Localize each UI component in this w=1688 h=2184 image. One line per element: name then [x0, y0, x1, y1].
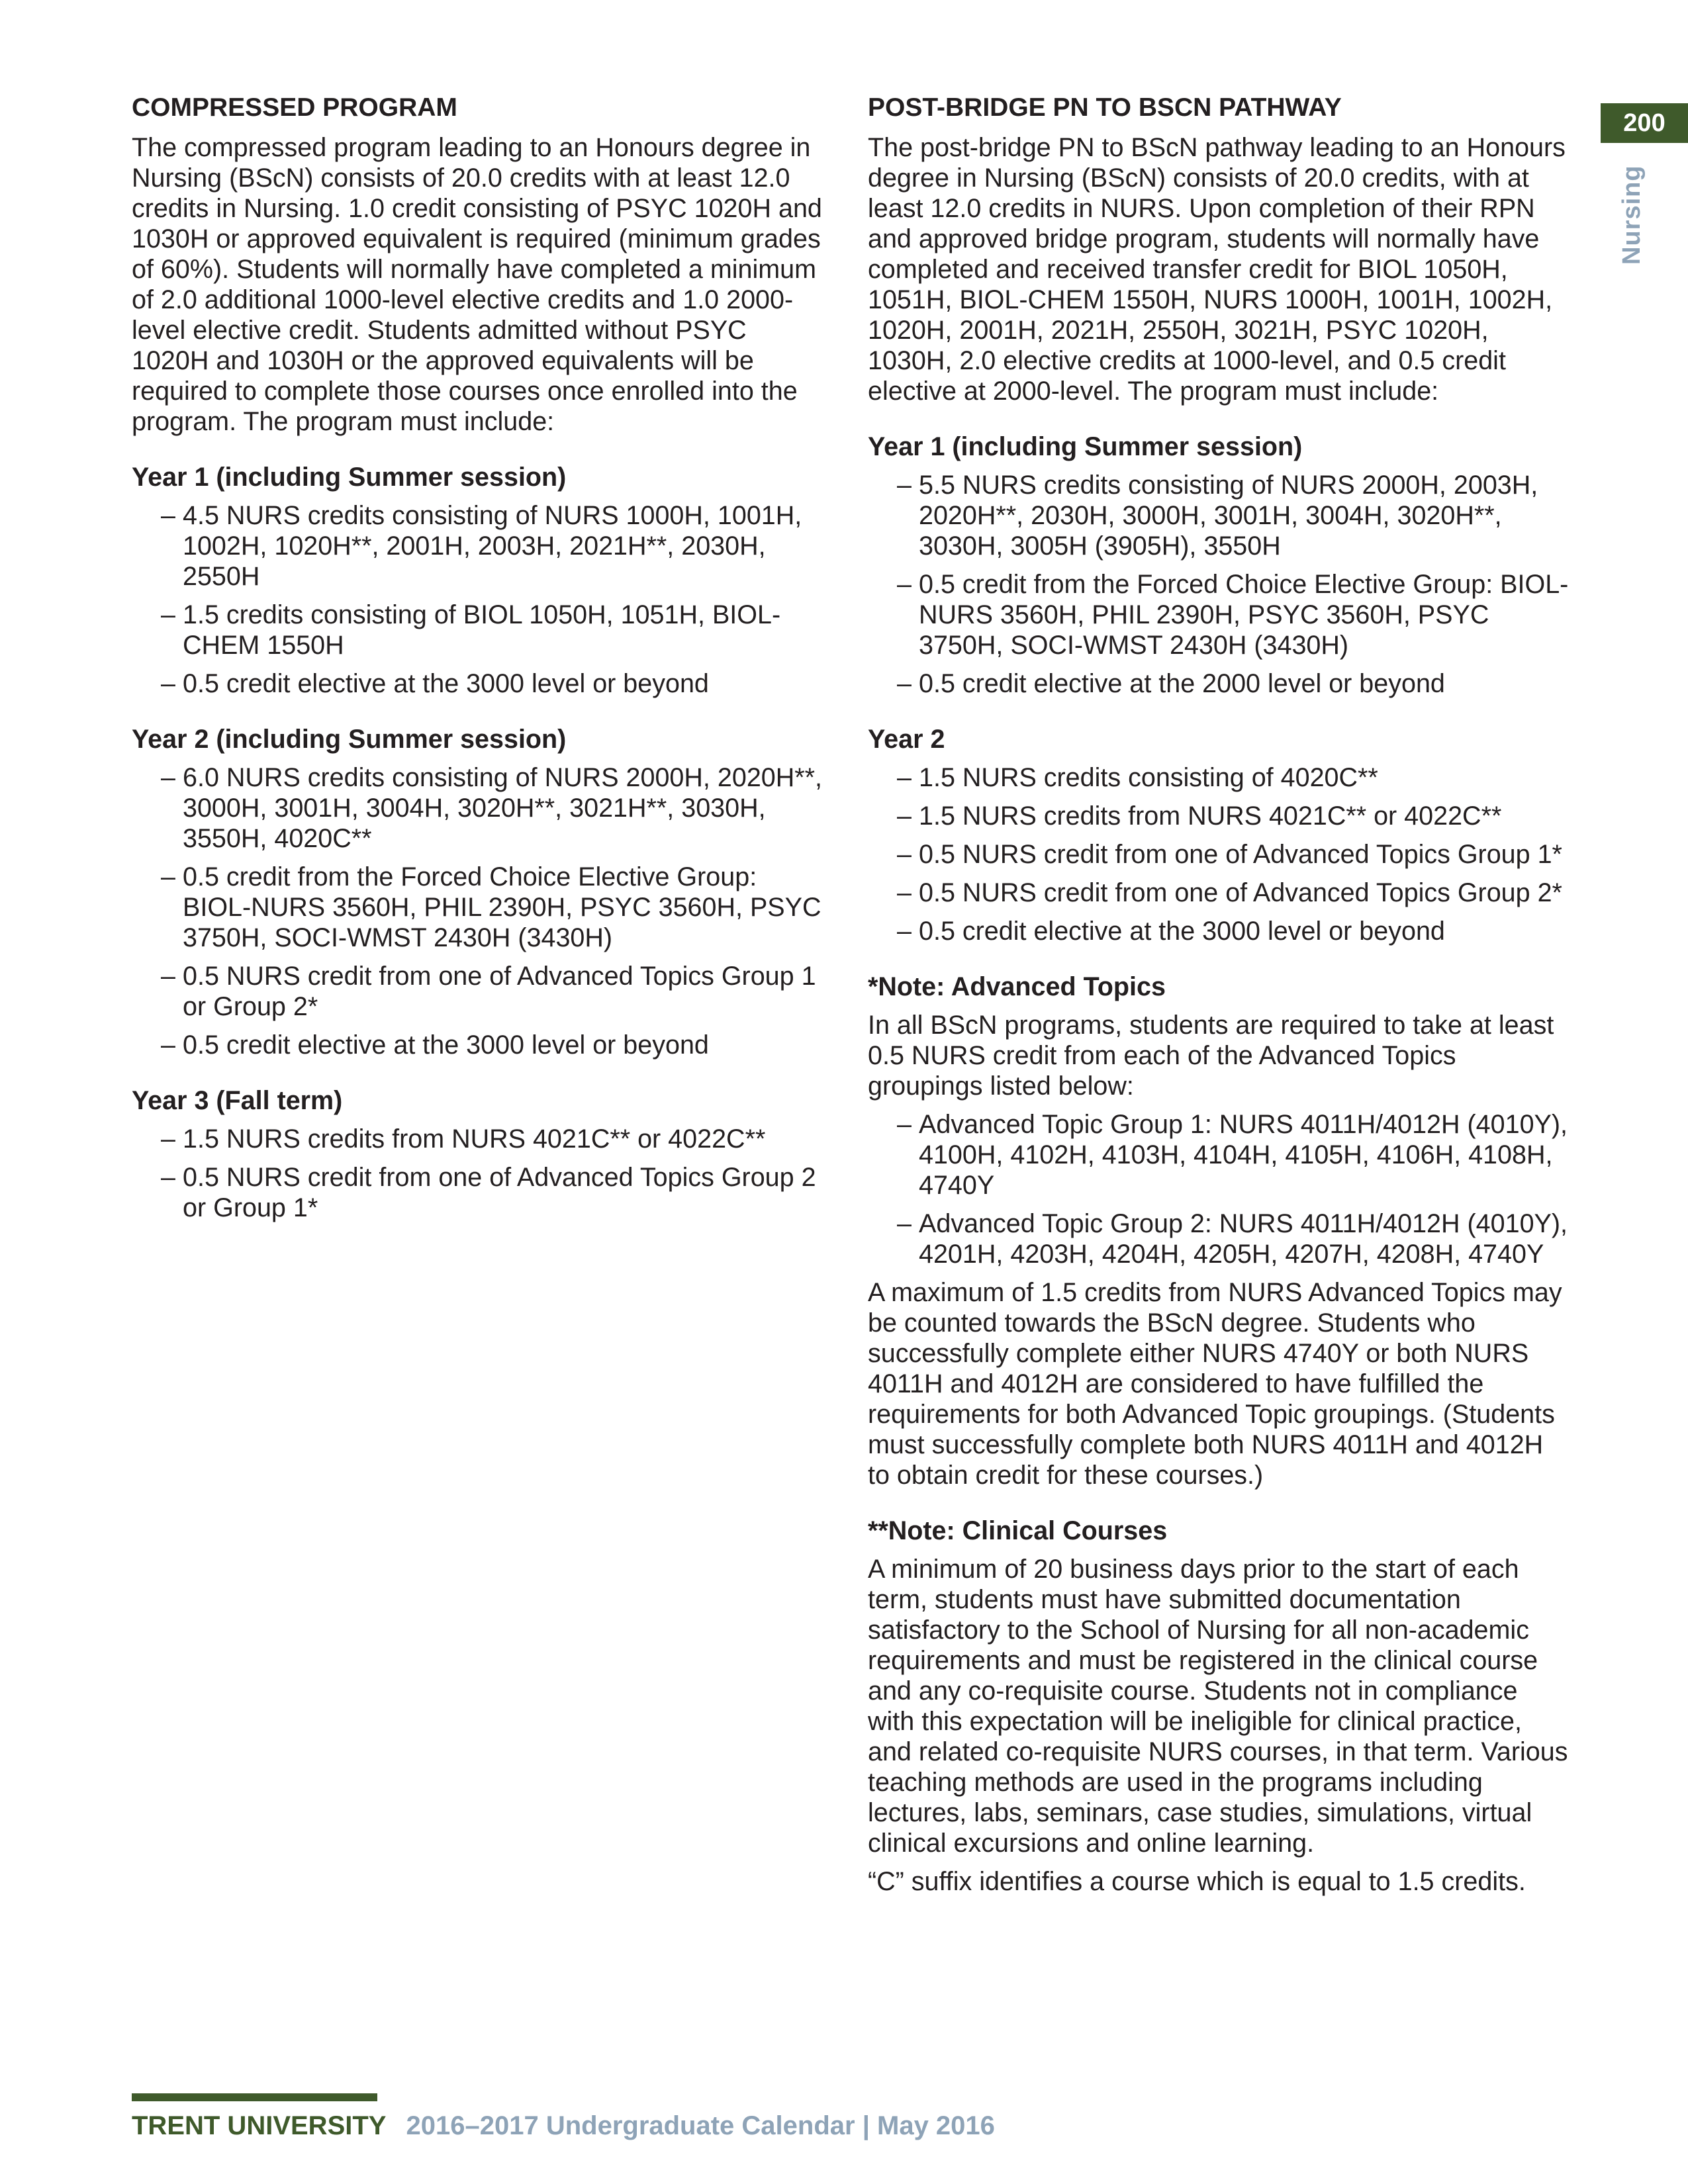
list-item: – 1.5 NURS credits consisting of 4020C**: [868, 762, 1570, 793]
right-year1-list: [868, 470, 1570, 699]
list-item: – 0.5 NURS credit from one of Advanced Topics Group 2 or Group 1*: [132, 1162, 827, 1223]
footer: [132, 2109, 995, 2142]
compressed-program-title: COMPRESSED PROGRAM: [132, 93, 457, 122]
list-item: – 1.5 credits consisting of BIOL 1050H, 1051H, BIOL-CHEM 1550H: [132, 600, 827, 660]
list-item: – 0.5 credit elective at the 2000 level or beyond: [868, 668, 1570, 699]
list-item: – 0.5 credit from the Forced Choice Elective Group: BIOL-NURS 3560H, PHIL 2390H, PSYC 3560H, PSYC 3750H, SOCI-WMST 2430H (3430H): [132, 862, 827, 953]
list-item: – 4.5 NURS credits consisting of NURS 1000H, 1001H, 1002H, 1020H**, 2001H, 2003H, 2021H**, 2030H, 2550H: [132, 500, 827, 592]
post-bridge-title: POST-BRIDGE PN TO BSCN PATHWAY: [868, 93, 1342, 122]
list-item: – 0.5 NURS credit from one of Advanced Topics Group 1 or Group 2*: [132, 961, 827, 1022]
left-year3-heading: Year 3 (Fall term): [132, 1086, 343, 1115]
clinical-courses-note-heading: **Note: Clinical Courses: [868, 1516, 1168, 1545]
list-item: – 0.5 credit elective at the 3000 level or beyond: [132, 668, 827, 699]
compressed-program-intro: The compressed program leading to an Honours degree in Nursing (BScN) consists of 20.0 credits with at least 12.0 credits in Nursing. 1.0 credit consisting of PSYC 1020H and 1030H or approved equivalent is required (minimum grades of 60%). Students will normally have completed a minimum of 2.0 additional 1000-level elective credits and 1.0 2000-level elective credit. Students admitted without PSYC 1020H and 1030H or the approved equivalents will be required to complete those courses once enrolled into the program. The program must include:: [132, 133, 822, 436]
footer-rule: [132, 2093, 377, 2101]
left-year3-list: [132, 1124, 827, 1223]
list-item: – 0.5 NURS credit from one of Advanced Topics Group 1*: [868, 839, 1570, 870]
advanced-topics-note-heading: *Note: Advanced Topics: [868, 972, 1166, 1001]
post-bridge-intro: The post-bridge PN to BScN pathway leading to an Honours degree in Nursing (BScN) consists of 20.0 credits, with at least 12.0 credits in NURS. Upon completion of their RPN and approved bridge program, students will normally have completed and received transfer credit for BIOL 1050H, 1051H, BIOL-CHEM 1550H, NURS 1000H, 1001H, 1002H, 1020H, 2001H, 2021H, 2550H, 3021H, PSYC 1020H, 1030H, 2.0 elective credits at 1000-level, and 0.5 credit elective at 2000-level. The program must include:: [868, 133, 1566, 406]
left-year1-heading: Year 1 (including Summer session): [132, 463, 567, 492]
list-item: – 0.5 credit elective at the 3000 level or beyond: [132, 1030, 827, 1060]
advanced-topics-note-intro: In all BScN programs, students are required to take at least 0.5 NURS credit from each of the Advanced Topics groupings listed below:: [868, 1011, 1554, 1101]
list-item: – 5.5 NURS credits consisting of NURS 2000H, 2003H, 2020H**, 2030H, 3000H, 3001H, 3004H, 3020H**, 3030H, 3005H (3905H), 3550H: [868, 470, 1570, 561]
footer-university: TRENT UNIVERSITY: [132, 2111, 387, 2140]
left-column: [132, 93, 827, 1231]
left-year2-list: [132, 762, 827, 1060]
right-year2-list: [868, 762, 1570, 946]
footer-calendar: 2016–2017 Undergraduate Calendar | May 2016: [406, 2111, 995, 2140]
left-year1-list: [132, 500, 827, 699]
advanced-topics-list: [868, 1109, 1570, 1269]
advanced-topics-note-body: A maximum of 1.5 credits from NURS Advanced Topics may be counted towards the BScN degree. Students who successfully complete either NURS 4740Y or both NURS 4011H and 4012H are considered to have fulfilled the requirements for both Advanced Topic groupings. (Students must successfully complete both NURS 4011H and 4012H to obtain credit for these courses.): [868, 1278, 1562, 1490]
list-item: – 0.5 credit elective at the 3000 level or beyond: [868, 916, 1570, 946]
page-number-badge: 200: [1601, 103, 1688, 143]
list-item: – 6.0 NURS credits consisting of NURS 2000H, 2020H**, 3000H, 3001H, 3004H, 3020H**, 3021H**, 3030H, 3550H, 4020C**: [132, 762, 827, 854]
c-suffix-note: “C” suffix identifies a course which is equal to 1.5 credits.: [868, 1867, 1526, 1896]
right-year1-heading: Year 1 (including Summer session): [868, 432, 1303, 461]
list-item: – Advanced Topic Group 1: NURS 4011H/4012H (4010Y), 4100H, 4102H, 4103H, 4104H, 4105H, 4106H, 4108H, 4740Y: [868, 1109, 1570, 1201]
clinical-courses-note-body: A minimum of 20 business days prior to the start of each term, students must have submitted documentation satisfactory to the School of Nursing for all non-academic requirements and must be registered in the clinical course and any co-requisite course. Students not in compliance with this expectation will be ineligible for clinical practice, and related co-requisite NURS courses, in that term. Various teaching methods are used in the programs including lectures, labs, seminars, case studies, simulations, virtual clinical excursions and online learning.: [868, 1555, 1568, 1858]
right-year2-heading: Year 2: [868, 725, 945, 754]
list-item: – Advanced Topic Group 2: NURS 4011H/4012H (4010Y), 4201H, 4203H, 4204H, 4205H, 4207H, 4208H, 4740Y: [868, 1208, 1570, 1269]
section-side-label: Nursing: [1618, 165, 1646, 265]
list-item: – 0.5 NURS credit from one of Advanced Topics Group 2*: [868, 878, 1570, 908]
left-year2-heading: Year 2 (including Summer session): [132, 725, 567, 754]
right-column: [868, 93, 1570, 1897]
list-item: – 1.5 NURS credits from NURS 4021C** or 4022C**: [132, 1124, 827, 1154]
list-item: – 1.5 NURS credits from NURS 4021C** or 4022C**: [868, 801, 1570, 831]
list-item: – 0.5 credit from the Forced Choice Elective Group: BIOL-NURS 3560H, PHIL 2390H, PSYC 3560H, PSYC 3750H, SOCI-WMST 2430H (3430H): [868, 569, 1570, 660]
